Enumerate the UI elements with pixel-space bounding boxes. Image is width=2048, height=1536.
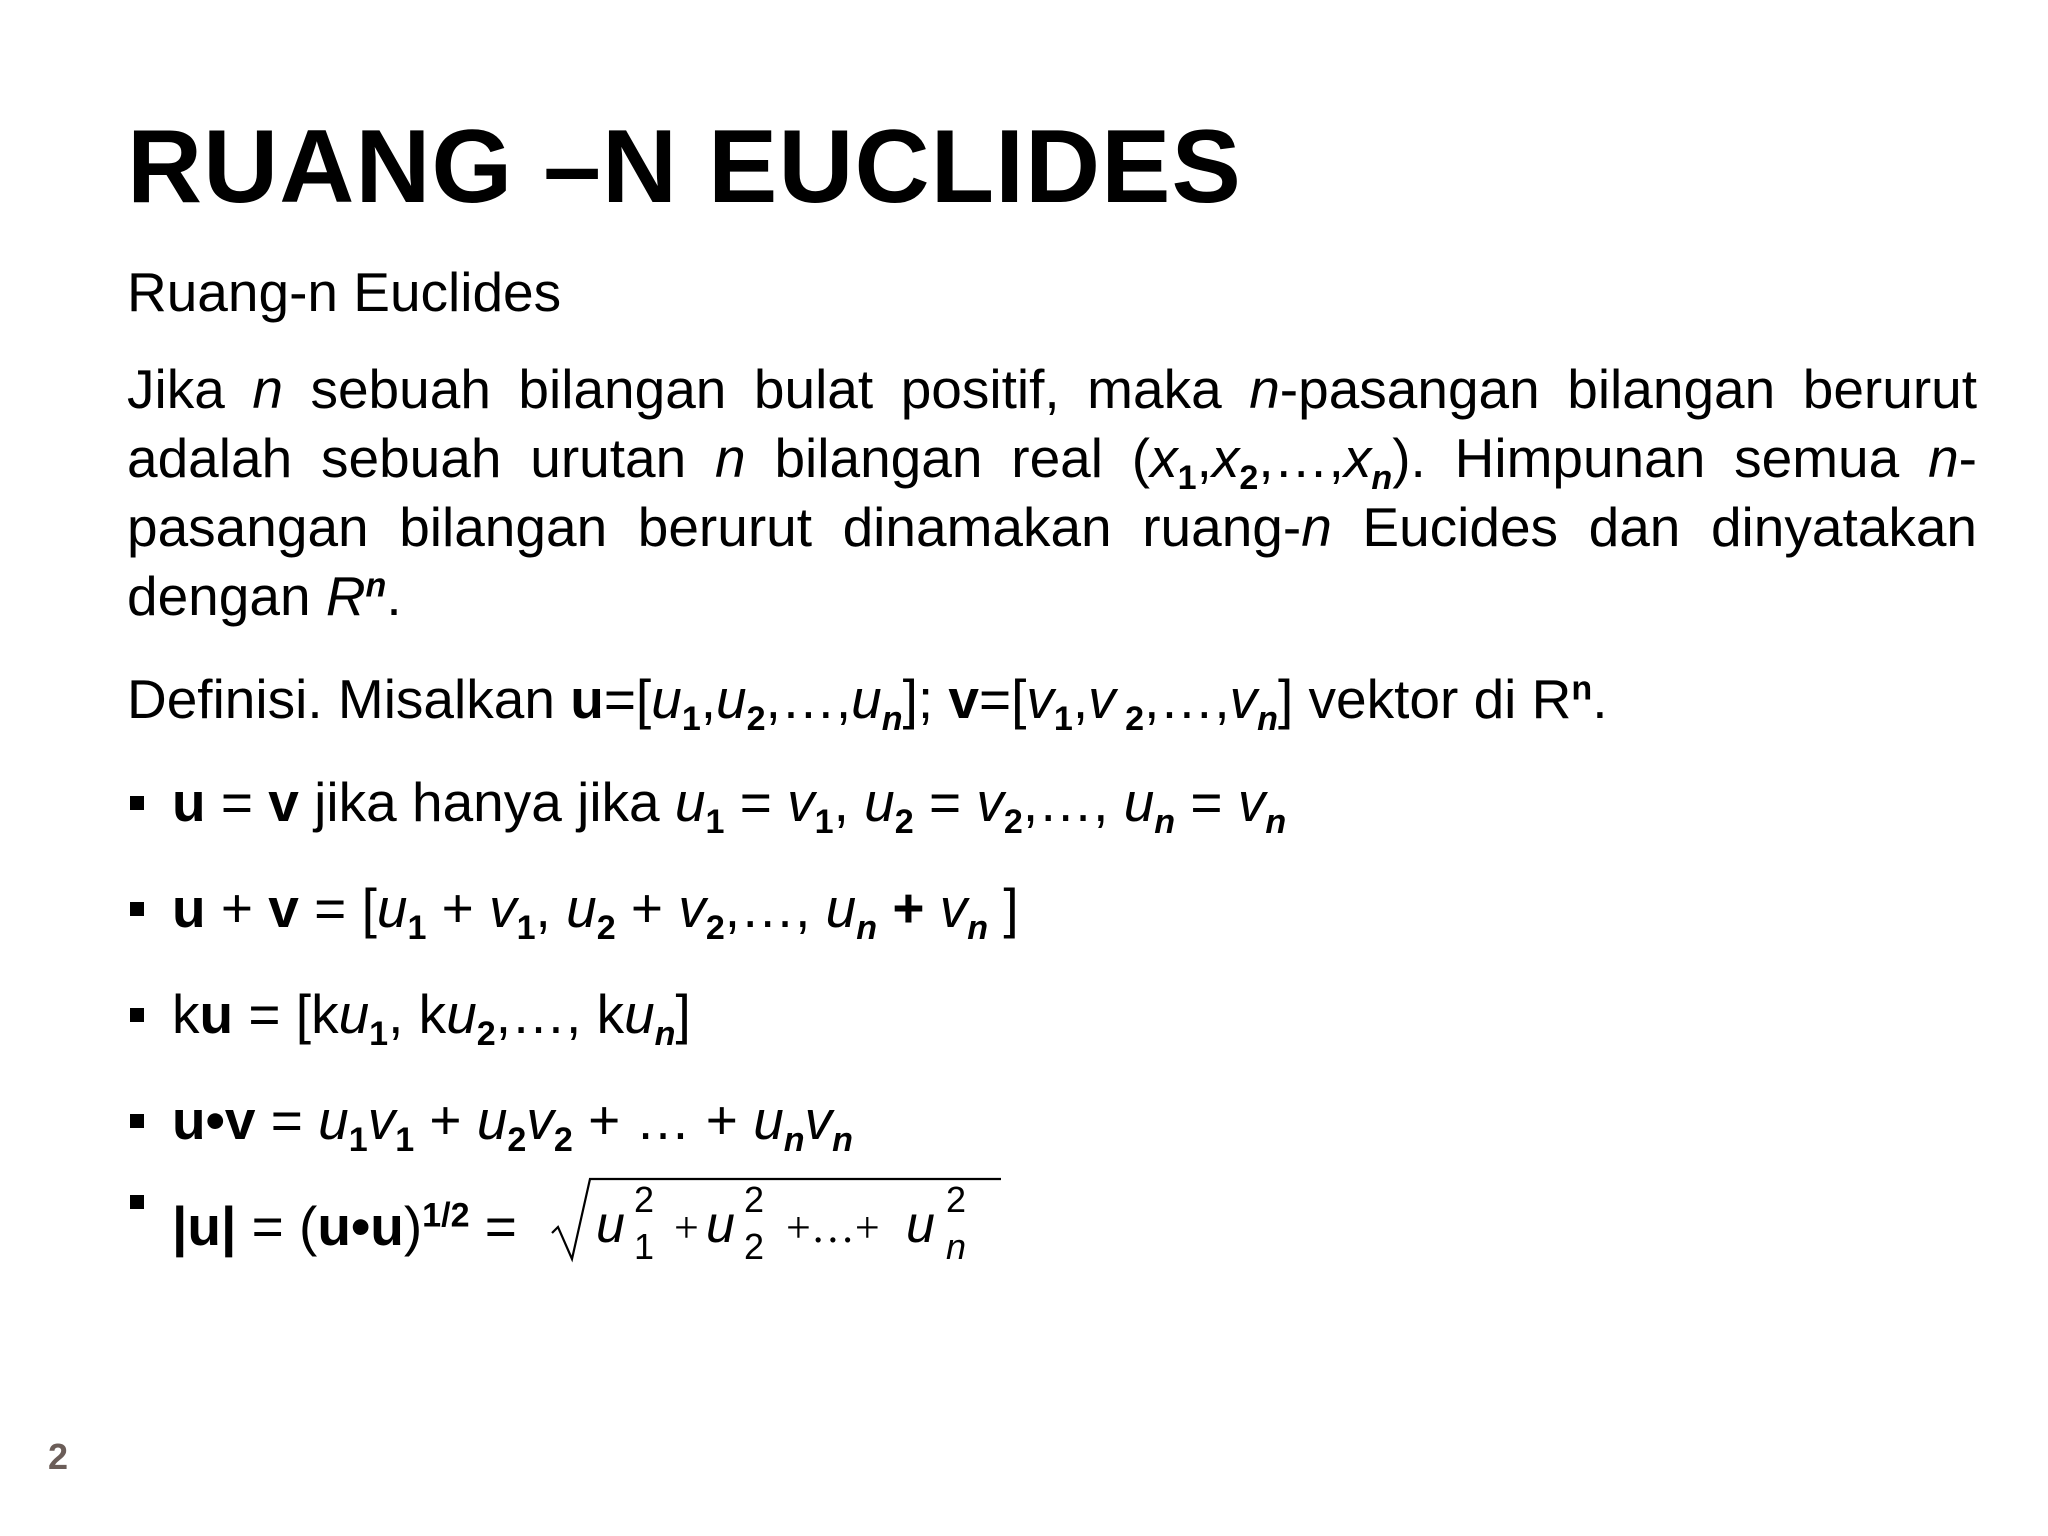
bullet-norm: |u| = (u•u)$^{1/2}$ = u 2 1 + u 2 2 +…+ u 2 n	[127, 1167, 1977, 1267]
bullet-square-icon	[130, 1195, 144, 1209]
bullet-square-icon	[130, 1008, 144, 1022]
bullet-addition: $u + v = [u_1 + v_1$, $u_2$ + $v_2,\dots$, $u_n + v_n$ ]	[127, 874, 1977, 943]
bullet-equality: u = v jika hanya jika $u_1 = v_1$, $u_2$ = $v_2,\dots$, $u_n = v_n$	[127, 768, 1977, 837]
bullet-scalar-multiplication: ku = [$ku_1$, $ku_2,\dots$, $ku_n$]	[127, 980, 1977, 1049]
sqrt-term-un: u	[906, 1196, 936, 1254]
sqrt-idx-n: n	[946, 1226, 967, 1267]
sqrt-plus-ellipsis: +…+	[786, 1203, 880, 1252]
slide-title: RUANG –N EUCLIDES	[127, 109, 1242, 225]
bullet-square-icon	[130, 796, 144, 810]
slide-subtitle: Ruang-n Euclides	[127, 261, 562, 323]
sqrt-idx-1: 1	[634, 1226, 655, 1267]
sqrt-exp-n: 2	[946, 1179, 967, 1220]
bullet-dot-product: u•v = $u_1v_1 + u_2v_2$ + … + $u_nv_n$	[127, 1086, 1977, 1155]
bullet-square-icon	[130, 902, 144, 916]
sqrt-plus-1: +	[674, 1203, 700, 1252]
bullet-square-icon	[130, 1114, 144, 1128]
definition-line: Definisi. Misalkan $u=[u_1,u_2,\dots,u_n]$; $v=[v_1,v$ $_2,\dots,v_n$] vektor di $R^n$.	[127, 668, 1608, 738]
intro-paragraph: Jika n sebuah bilangan bulat positif, maka n-pasangan bilangan berurut adalah sebuah urutan n bilangan real $(x_1,x_2,\dots,x_n)$. Himpunan semua n-pasangan bilangan berurut dinamakan ruang-n Eucides dan dinyatakan dengan $R^n$.	[127, 358, 1978, 627]
slide-content	[127, 258, 1977, 1304]
norm-sqrt-formula	[546, 1167, 1006, 1267]
sqrt-exp-1: 2	[634, 1179, 655, 1220]
sqrt-term-u2: u	[706, 1196, 736, 1254]
sqrt-exp-2: 2	[744, 1179, 765, 1220]
sqrt-term-u1: u	[596, 1196, 626, 1254]
sqrt-idx-2: 2	[744, 1226, 765, 1267]
page-number: 2	[48, 1436, 69, 1477]
sqrt-formula-graphic	[546, 1167, 1006, 1267]
